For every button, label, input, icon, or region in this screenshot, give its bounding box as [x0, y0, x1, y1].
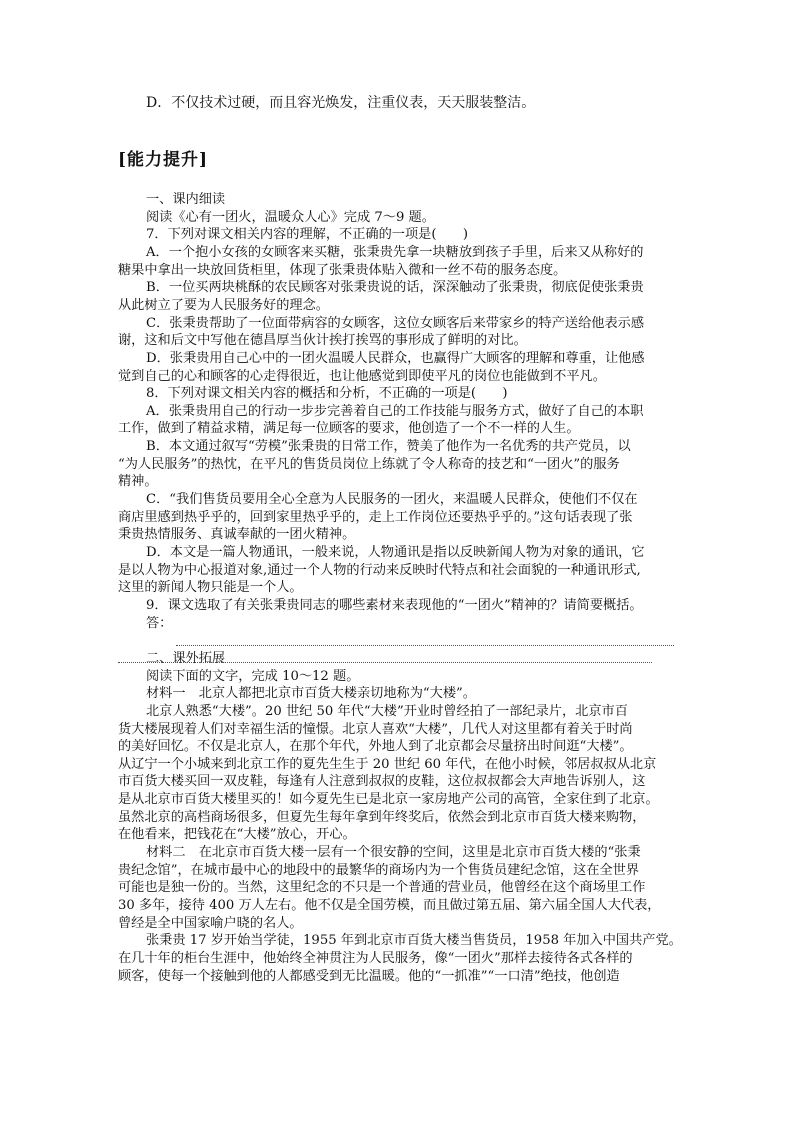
text-line: 阅读《心有一团火，温暖众人心》完成 7～9 题。 [146, 209, 435, 225]
text-line: 虽然北京的高档商场很多，但夏先生每年拿到年终奖后，依然会到北京市百货大楼来购物， [118, 809, 646, 825]
text-line: 糖果中拿出一块放回货柜里，体现了张秉贵体贴入微和一丝不苟的服务态度。 [118, 262, 567, 278]
text-line: 工作，做到了精益求精，满足每一位顾客的要求，他创造了一个不一样的人生。 [118, 421, 580, 437]
text-line: 货大楼展现着人们对幸福生活的憧憬。北京人喜欢“大楼”，几代人对这里都有着关于时尚 [118, 721, 633, 737]
text-line: 材料一 北京人都把北京市百货大楼亲切地称为“大楼”。 [146, 686, 476, 702]
text-line: 是以人物为中心报道对象,通过一个人物的行动来反映时代特点和社会面貌的一种通讯形式, [118, 562, 641, 578]
text-line: B．一位买两块桃酥的农民顾客对张秉贵说的话，深深触动了张秉贵，彻底促使张秉贵 [146, 280, 644, 296]
section-heading: [能力提升] [118, 150, 209, 170]
text-line: 答： [146, 615, 173, 631]
text-line: A．一个抱小女孩的女顾客来买糖，张秉贵先拿一块糖放到孩子手里，后来又从称好的 [146, 244, 644, 260]
text-line: 张秉贵 17 岁开始当学徒，1955 年到北京市百货大楼当售货员，1958 年加入中国共产党。 [146, 933, 682, 949]
text-line: C．“我们售货员要用全心全意为人民服务的一团火，来温暖人民群众，使他们不仅在 [146, 492, 638, 508]
text-line: 9．课文选取了有关张秉贵同志的哪些素材来表现他的“一团火”精神的？请简要概括。 [146, 597, 643, 613]
text-line: “为人民服务”的热忱，在平凡的售货员岗位上练就了令人称奇的技艺和“一团火”的服务 [118, 456, 620, 472]
text-line: 可能也是独一份的。当然，这里纪念的不只是一个普通的营业员，他曾经在这个商场里工作 [118, 880, 646, 896]
question-6-option-d: D．不仅技术过硬，而且容光焕发，注重仪表，天天服装整洁。 [146, 95, 536, 111]
text-line: B．本文通过叙写“劳模”张秉贵的日常工作，赞美了他作为一名优秀的共产党员，以 [146, 439, 631, 455]
text-line: 材料二 在北京市百货大楼一层有一个很安静的空间，这里是北京市百货大楼的“张秉 [146, 845, 641, 861]
text-line: 这里的新闻人物只能是一个人。 [118, 580, 303, 596]
text-line: 顾客，使每一个接触到他的人都感受到无比温暖。他的“一抓准”“一口清”绝技，他创造 [118, 968, 620, 984]
text-line: 谢，这和后文中写他在德昌厚当伙计挨打挨骂的事形成了鲜明的对比。 [118, 333, 527, 349]
text-line: 精神。 [118, 474, 158, 490]
text-line: 从此树立了要为人民服务好的理念。 [118, 297, 329, 313]
text-line: 一、课内细读 [146, 192, 226, 207]
text-line: 在几十年的柜台生涯中，他始终全神贯注为人民服务，像“一团火”那样去接待各式各样的 [118, 950, 633, 966]
text-line: 曾经是全中国家喻户晓的名人。 [118, 915, 303, 931]
text-line: 市百货大楼买回一双皮鞋，每逢有人注意到叔叔的皮鞋，这位叔叔都会大声地告诉别人，这 [118, 774, 646, 790]
answer-line [118, 662, 652, 663]
text-line: 贵纪念馆”，在城市最中心的地段中的最繁华的商场内为一个售货员建纪念馆，这在全世界 [118, 862, 640, 878]
answer-line [176, 645, 674, 646]
text-line: 的美好回忆。不仅是北京人，在那个年代，外地人到了北京都会尽量挤出时间逛“大楼”。 [118, 739, 633, 755]
text-line: 北京人熟悉“大楼”。20 世纪 50 年代“大楼”开业时曾经拍了一部纪录片，北京市百 [146, 703, 628, 719]
text-line: 秉贵热情服务、真诚奉献的一团火精神。 [118, 527, 356, 543]
text-line: A．张秉贵用自己的行动一步步完善着自己的工作技能与服务方式，做好了自己的本职 [146, 403, 644, 419]
text-line: C．张秉贵帮助了一位面带病容的女顾客，这位女顾客后来带家乡的特产送给他表示感 [146, 315, 645, 331]
text-line: 30 多年，接待 400 万人左右。他不仅是全国劳模，而且做过第五届、第六届全国人大代表， [118, 898, 661, 913]
text-line: 商店里感到热乎乎的，回到家里热乎乎的，走上工作岗位还要热乎乎的。”这句话表现了张 [118, 509, 633, 525]
text-line: 阅读下面的文字，完成 10～12 题。 [146, 668, 360, 684]
text-line: 8．下列对课文相关内容的概括和分析，不正确的一项是( ) [146, 386, 508, 402]
text-line: 二、课外拓展 [146, 650, 226, 666]
text-line: D．本文是一篇人物通讯，一般来说，人物通讯是指以反映新闻人物为对象的通讯，它 [146, 545, 645, 560]
text-line: 觉到自己的心和顾客的心走得很近，也让他感觉到即使平凡的岗位也能做到不平凡。 [118, 368, 606, 384]
text-line: 从辽宁一个小城来到北京工作的夏先生生于 20 世纪 60 年代，在他小时候，邻居叔叔从北京 [118, 756, 657, 772]
text-line: 在他看来，把钱花在“大楼”放心，开心。 [118, 827, 356, 843]
text-line: 7．下列对课文相关内容的理解，不正确的一项是( ) [146, 227, 468, 243]
text-line: D．张秉贵用自己心中的一团火温暖人民群众，也赢得广大顾客的理解和尊重，让他感 [146, 350, 645, 366]
text-line: 是从北京市百货大楼里买的！如今夏先生已是北京一家房地产公司的高管，全家住到了北京。 [118, 792, 659, 808]
